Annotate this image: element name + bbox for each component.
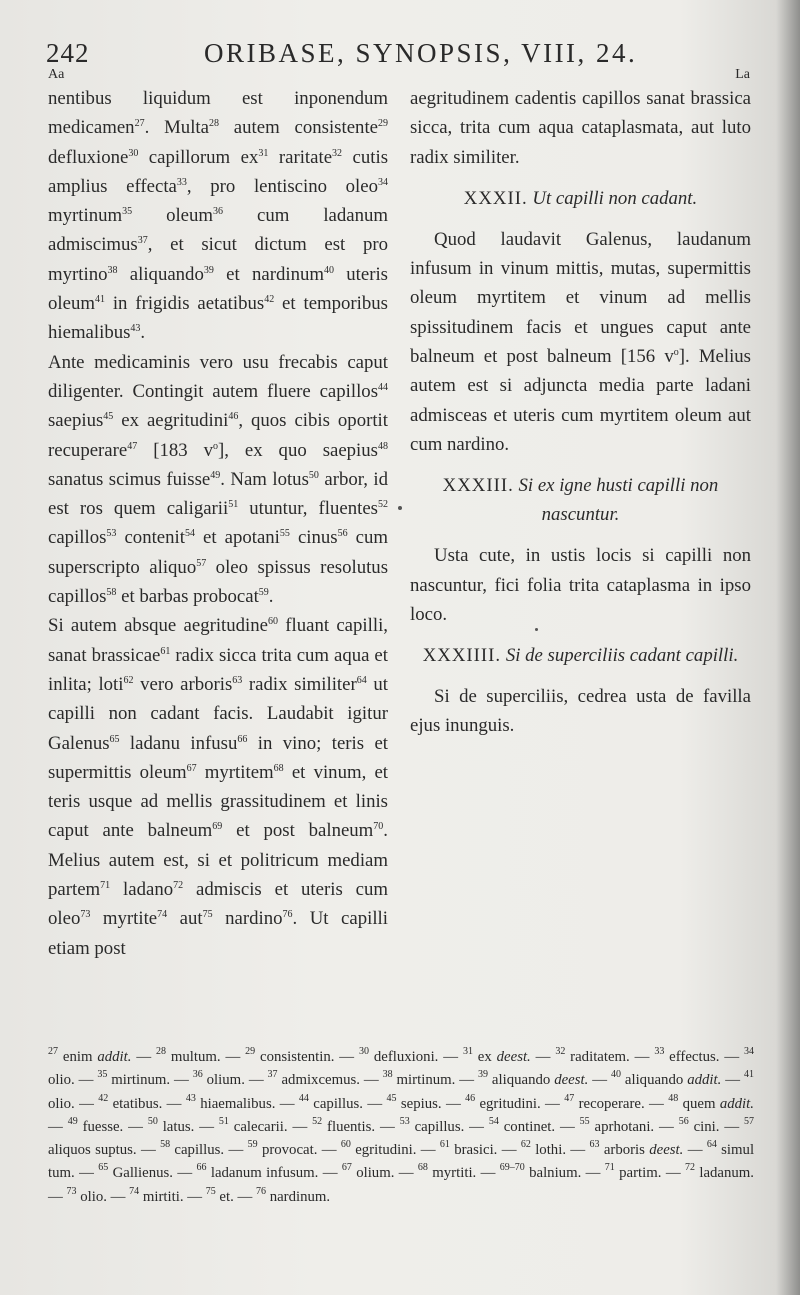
footnote-item: $^{37}$ admixcemus.	[267, 1069, 360, 1089]
left-paragraph-1: nentibus liquidum est inponendum medicamen$^{27}$. Multa$^{28}$ autem consistente$^{29}$ defluxione$^{30}$ capillorum $ex^{31}$ raritate$^{32}$ cutis amplius effecta$^{33}$, pro lentiscino oleo$^{34}$ myrtinum$^{35}$ oleum$^{36}$ cum ladanum admiscimus$^{37}$, et sicut dictum est pro myrtino$^{38}$ aliquando$^{39}$ et nardinum$^{40}$ uteris oleum$^{41}$ in frigidis aetatibus$^{42}$ et temporibus hiemalibus$^{43}$.	[48, 88, 389, 344]
footnote-item: $^{47}$ recoperare.	[564, 1092, 645, 1112]
footnote-item: $^{46}$ egritudini.	[465, 1092, 541, 1112]
footnote-item: $^{68}$ myrtiti.	[417, 1162, 477, 1182]
footnote-item: $^{36}$ olium.	[192, 1069, 245, 1089]
footnote-item: $^{40}$ aliquando addit.	[610, 1069, 722, 1089]
footnote-item: $^{48}$ quem addit.	[668, 1092, 754, 1112]
right-paragraph-1: aegritudinem cadentis capillos sanat brassica sicca, trita cum aqua cataplasmata, aut luto radix similiter.	[410, 88, 751, 168]
footnote-item: $^{50}$ latus.	[147, 1115, 195, 1135]
footnote-item: $^{45}$ sepius.	[386, 1092, 442, 1112]
footnote-item: $^{73}$ olio.	[66, 1185, 107, 1205]
page-number: 242	[46, 38, 90, 68]
chapter-number: XXXIII.	[442, 475, 514, 497]
footnote-item: $^{44}$ capillus.	[298, 1092, 364, 1112]
footnote-item: $^{65}$ Gallienus.	[98, 1162, 173, 1182]
footnote-item: $^{52}$ fluentis.	[312, 1115, 376, 1135]
footnote-item: $^{33}$ effectus.	[654, 1046, 720, 1065]
chapter-title: Ut capilli non cadant.	[532, 187, 698, 209]
chapter-number: XXXII.	[463, 187, 528, 209]
footnote-item: $^{75}$ et.	[205, 1185, 234, 1205]
footnote-item: $^{51}$ calecarii.	[218, 1115, 288, 1135]
chapter-heading-32	[410, 184, 751, 213]
footnote-item: $^{29}$ consistentin.	[245, 1046, 335, 1065]
footnotes: $^{27}$ enim addit. — $^{28}$ multum. — $^{29}$ consistentin. — $^{30}$ defluxioni. — $^{31}$ ex deest. — $^{32}$ raditatem. — $^{33}$ effectus. — $^{34}$ olio. — $^{35}$ mirtinum. — $^{36}$ olium. — $^{37}$ admixcemus. — $^{38}$ mirtinum. — $^{39}$ aliquando deest. — $^{40}$ aliquando addit. — $^{41}$ olio. — $^{42}$ etatibus. — $^{43}$ hiaemalibus. — $^{44}$ capillus. — $^{45}$ sepius. — $^{46}$ egritudini. — $^{47}$ recoperare. — $^{48}$ quem addit. — $^{49}$ fuesse. — $^{50}$ latus. — $^{51}$ calecarii. — $^{52}$ fluentis. — $^{53}$ capillus. — $^{54}$ continet. — $^{55}$ aprhotani. — $^{56}$ cini. — $^{57}$ aliquos suptus. — $^{58}$ capillus. — $^{59}$ provocat. — $^{60}$ egritudini. — $^{61}$ brasici. — $^{62}$ lothi. — $^{63}$ arboris deest. — $^{64}$ simul tum. — $^{65}$ Gallienus. — $^{66}$ ladanum infusum. — $^{67}$ olium. — $^{68}$ myrtiti. — $^{69-70}$ balnium. — $^{71}$ partim. — $^{72}$ ladanum. — $^{73}$ olio. — $^{74}$ mirtiti. — $^{75}$ et. — $^{76}$ nardinum.	[48, 1046, 755, 1205]
ink-speck	[535, 628, 538, 631]
footnote-item: $^{67}$ olium.	[341, 1162, 395, 1182]
chapter-title: Si ex igne husti capilli non nascuntur.	[518, 475, 719, 526]
footnote-item: $^{31}$ ex deest.	[462, 1046, 531, 1065]
footnote-item: $^{49}$ fuesse.	[67, 1115, 124, 1135]
footnote-item: $^{56}$ cini.	[678, 1115, 720, 1135]
footnote-item: $^{58}$ capillus.	[160, 1139, 225, 1159]
left-paragraph-2: Ante medicaminis vero usu frecabis caput diligenter. Contingit autem fluere capillos$^{44}$ saepius$^{45}$ ex aegritudini$^{46}$, quos cibis oportit recuperare$^{47}$ [183 $v^o$], ex quo saepius$^{48}$ sanatus scimus fuisse$^{49}$. Nam lotus$^{50}$ arbor, id est ros quem caligarii$^{51}$ utuntur, fluentes$^{52}$ capillos$^{53}$ contenit$^{54}$ et apotani$^{55}$ cinus$^{56}$ cum superscripto aliquo$^{57}$ oleo spissus resolutus capillos$^{58}$ et barbas probocat$^{59}$.	[48, 351, 389, 608]
chapter-heading-34	[410, 641, 751, 670]
footnote-item: $^{28}$ multum.	[156, 1046, 221, 1065]
running-header	[46, 38, 752, 74]
running-title: ORIBASE, SYNOPSIS, VIII, 24.	[204, 38, 638, 68]
footnote-item: $^{62}$ lothi.	[520, 1139, 567, 1159]
chapter-title: Si de superciliis cadant capilli.	[505, 645, 739, 667]
footnote-item: $^{42}$ etatibus.	[98, 1092, 163, 1112]
left-column	[48, 84, 388, 963]
chapter-number: XXXIIII.	[422, 645, 502, 667]
left-paragraph-3: Si autem absque aegritudine$^{60}$ fluant capilli, sanat brassicae$^{61}$ radix sicca trita cum aqua et inlita; loti$^{62}$ vero arboris$^{63}$ radix similiter$^{64}$ ut capilli non cadant facis. Laudabit igitur Galenus$^{65}$ ladanu infusu$^{66}$ in vino; teris et supermittis oleum$^{67}$ myrtitem$^{68}$ et vinum, et teris usque ad mellis grassitudinem et linis caput ante balneum$^{69}$ et post balneum$^{70}$. Melius autem est, si et politricum mediam partem$^{71}$ ladano$^{72}$ admiscis et uteris cum oleo$^{73}$ myrtite$^{74}$ aut$^{75}$ nardino$^{76}$. Ut capilli etiam post	[48, 615, 389, 959]
footnote-item: $^{39}$ aliquando deest.	[477, 1069, 589, 1089]
footnote-item: $^{72}$ ladanum.	[684, 1162, 754, 1182]
footnote-item: $^{34}$ olio.	[48, 1046, 754, 1089]
right-paragraph-4: Si de superciliis, cedrea usta de favilla ejus inunguis.	[410, 686, 751, 737]
footnote-item: $^{63}$ arboris deest.	[589, 1139, 684, 1159]
signature-mark-right: La	[735, 67, 750, 82]
footnote-item: $^{43}$ hiaemalibus.	[185, 1092, 276, 1112]
footnote-item: $^{41}$ olio.	[48, 1069, 754, 1112]
footnote-item: $^{64}$ simul tum.	[48, 1139, 755, 1182]
footnote-item: $^{57}$ aliquos suptus.	[48, 1115, 755, 1159]
chapter-heading-33	[410, 471, 751, 529]
footnote-item: $^{53}$ capillus.	[399, 1115, 465, 1135]
footnote-item: $^{60}$ egritudini.	[340, 1139, 417, 1159]
footnote-item: $^{61}$ brasici.	[439, 1139, 498, 1159]
right-paragraph-2: Quod laudavit Galenus, laudanum infusum in vinum mittis, mutas, supermittis oleum myrtitem et vinum ad mellis spissitudinem facis et ungues caput ante balneum et post balneum [156 $v^o$]. Melius autem est si adjuncta media parte ladani admisceas et uteris cum myrtitem oleum aut cum nardino.	[410, 228, 751, 455]
footnote-item: $^{55}$ aprhotani.	[579, 1115, 655, 1135]
footnote-item: $^{35}$ mirtinum.	[97, 1069, 171, 1089]
footnote-item: $^{71}$ partim.	[604, 1162, 662, 1182]
footnote-item: $^{74}$ mirtiti.	[129, 1185, 184, 1205]
footnote-item: $^{69-70}$ balnium.	[499, 1162, 582, 1182]
footnote-item: $^{66}$ ladanum infusum.	[196, 1162, 319, 1182]
footnote-item: $^{32}$ raditatem.	[555, 1046, 630, 1065]
right-paragraph-3: Usta cute, in ustis locis si capilli non nascuntur, fici folia trita cataplasma in ipso loco.	[410, 545, 751, 625]
right-column	[410, 84, 751, 741]
ink-speck	[398, 506, 402, 510]
signature-mark-left: Aa	[48, 67, 65, 82]
footnote-item: $^{76}$ nardinum.	[256, 1185, 331, 1205]
footnote-item: $^{59}$ provocat.	[247, 1139, 318, 1159]
footnote-item: $^{27}$ enim addit.	[48, 1046, 132, 1065]
footnote-item: $^{38}$ mirtinum.	[382, 1069, 456, 1089]
footnote-item: $^{54}$ continet.	[488, 1115, 556, 1135]
footnote-item: $^{30}$ defluxioni.	[358, 1046, 439, 1065]
